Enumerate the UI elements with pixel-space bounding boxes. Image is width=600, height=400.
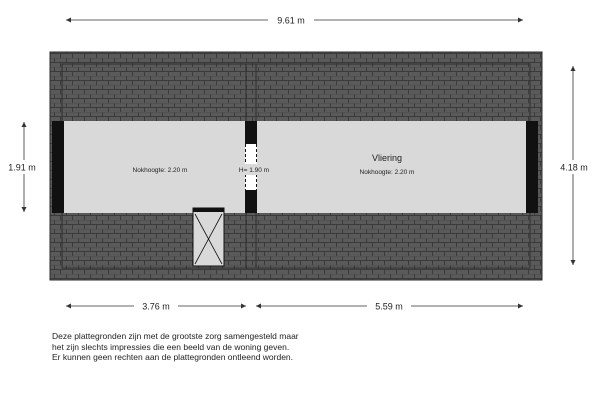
room-name-vliering: Vliering <box>371 153 403 163</box>
bottom-right-width-label: 5.59 m <box>375 301 403 312</box>
right-height-label: 4.18 m <box>560 162 588 173</box>
wall-middle-top <box>245 121 257 144</box>
right-room-ridge-height: Nokhoogte: 2.20 m <box>359 169 415 176</box>
total-width-label: 9.61 m <box>277 15 305 26</box>
dimension-total-width <box>66 13 523 27</box>
dimension-right-height <box>552 66 596 265</box>
wall-left <box>52 121 64 213</box>
bottom-left-width-label: 3.76 m <box>142 301 170 312</box>
attic-hatch <box>193 208 224 266</box>
wall-right <box>526 121 538 213</box>
dimension-bottom-right <box>256 299 523 313</box>
opening-height-label: H= 1.90 m <box>238 167 270 174</box>
disclaimer-line: Deze plattegronden zijn met de grootste zorg samengesteld maar <box>52 331 299 341</box>
left-height-label: 1.91 m <box>8 162 36 173</box>
wall-middle-bottom <box>245 190 257 213</box>
left-room-ridge-height: Nokhoogte: 2.20 m <box>132 167 188 174</box>
disclaimer-line: Er kunnen geen rechten aan de plattegronden ontleend worden. <box>52 352 294 362</box>
dimension-left-height <box>2 122 42 212</box>
dimension-bottom-left <box>66 299 246 313</box>
disclaimer-line: het zijn slechts impressies die een beeld van de woning geven. <box>52 341 290 352</box>
disclaimer <box>52 331 552 363</box>
